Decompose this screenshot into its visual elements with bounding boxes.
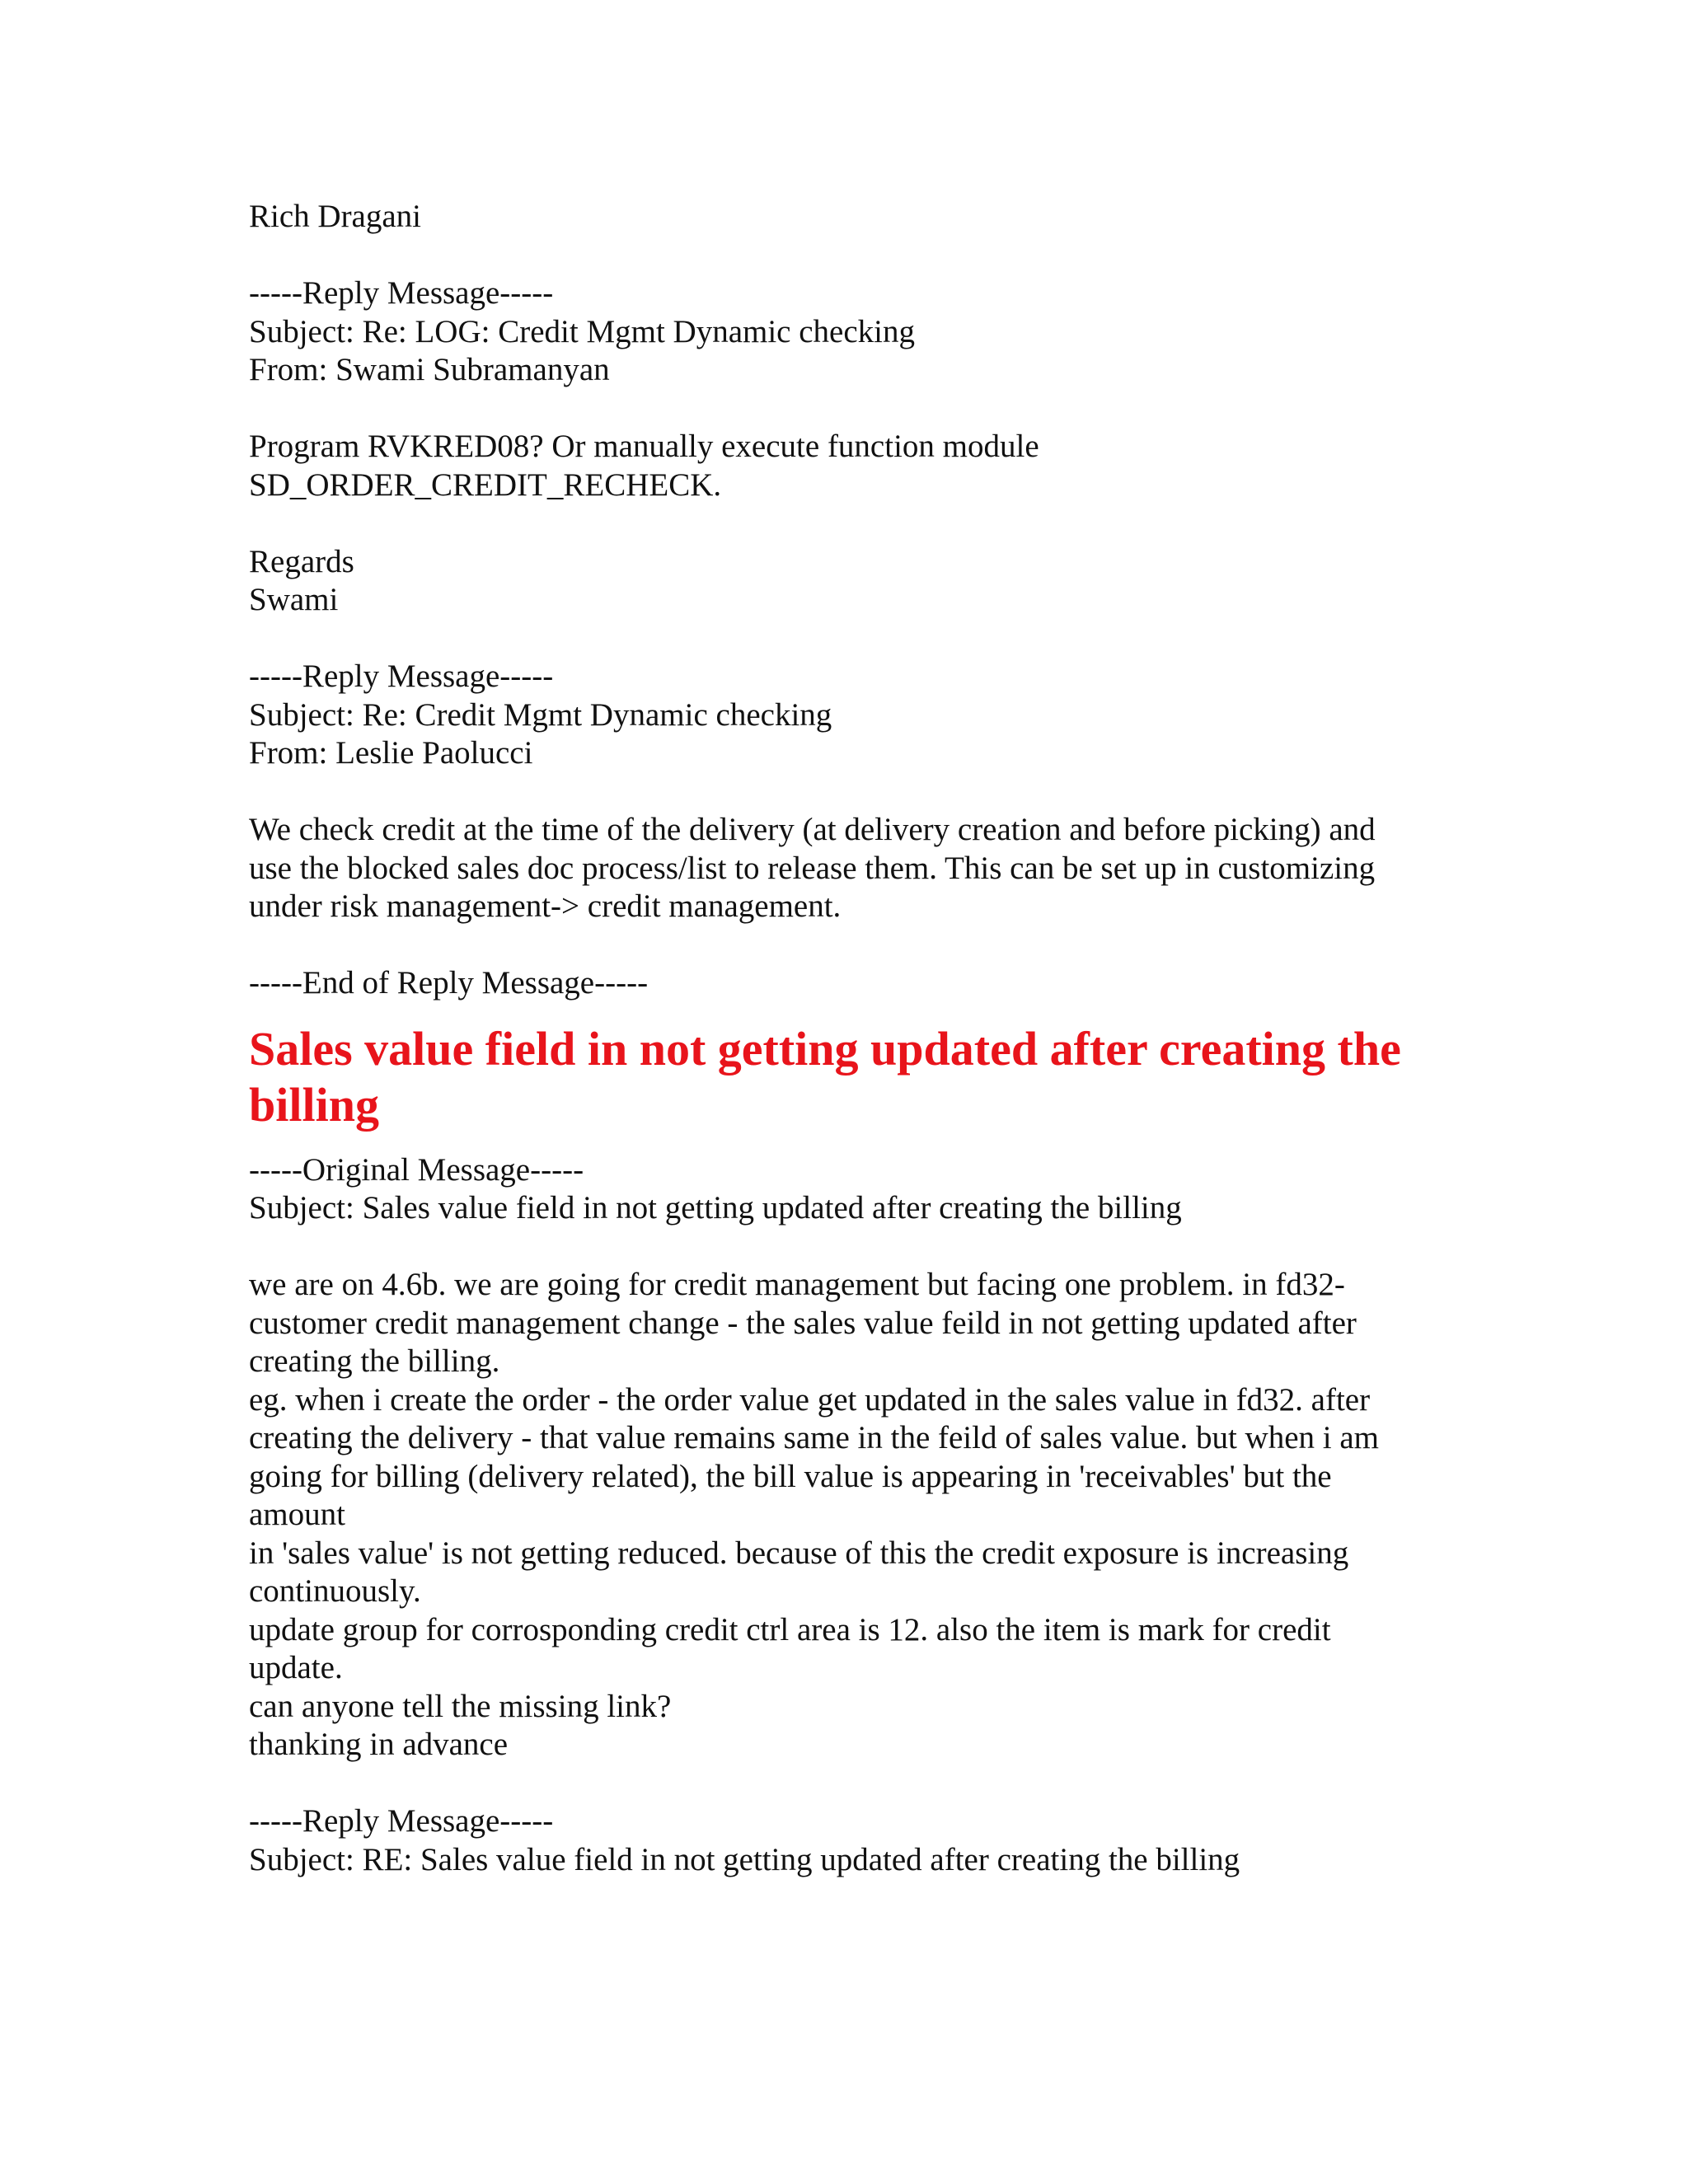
blank-line	[249, 1765, 1452, 1803]
blank-line	[249, 1228, 1452, 1267]
original-body-line: can anyone tell the missing link?	[249, 1688, 672, 1724]
end-of-reply-separator: -----End of Reply Message-----	[249, 965, 649, 1001]
original-separator: -----Original Message-----	[249, 1151, 584, 1188]
original-body-line: creating the delivery - that value remains same in the feild of sales value. but when i am	[249, 1420, 1380, 1455]
reply-body-line: SD_ORDER_CREDIT_RECHECK.	[249, 466, 722, 503]
reply-body-line: We check credit at the time of the delivery (at delivery creation and before picking) and	[249, 812, 1376, 847]
original-body-line: eg. when i create the order - the order value get updated in the sales value in fd32. after	[249, 1381, 1371, 1418]
reply-separator: -----Reply Message-----	[249, 658, 554, 694]
reply-body-line: use the blocked sales doc process/list to release them. This can be set up in customizing	[249, 850, 1376, 886]
original-subject: Subject: Sales value field in not getting updated after creating the billing	[249, 1190, 1182, 1226]
original-body-line: creating the billing.	[249, 1343, 500, 1379]
original-body-line: in 'sales value' is not getting reduced. because of this the credit exposure is increasing	[249, 1535, 1349, 1571]
reply-body-line: under risk management-> credit management.	[249, 888, 842, 924]
reply-body-line: Program RVKRED08? Or manually execute function module	[249, 429, 1039, 464]
original-body-line: going for billing (delivery related), the bill value is appearing in 'receivables' but the	[249, 1458, 1332, 1494]
reply-from: From: Swami Subramanyan	[249, 352, 610, 387]
original-body-line: update group for corrosponding credit ctrl area is 12. also the item is mark for credit	[249, 1611, 1331, 1647]
blank-line	[249, 773, 1452, 812]
signature-name: Rich Dragani	[249, 199, 422, 234]
topic-heading: Sales value field in not getting updated after creating the billing	[249, 1021, 1401, 1132]
original-body-line: continuously.	[249, 1573, 421, 1609]
document-page	[249, 198, 1452, 1879]
original-body-line: customer credit management change - the sales value feild in not getting updated after	[249, 1305, 1357, 1341]
reply-separator: -----Reply Message-----	[249, 1803, 554, 1839]
reply-subject: Subject: Re: LOG: Credit Mgmt Dynamic checking	[249, 313, 916, 349]
reply-subject: Subject: RE: Sales value field in not getting updated after creating the billing	[249, 1841, 1240, 1877]
original-body-line: we are on 4.6b. we are going for credit management but facing one problem. in fd32-	[249, 1267, 1345, 1302]
blank-line	[249, 504, 1452, 543]
reply-from: From: Leslie Paolucci	[249, 735, 533, 771]
blank-line	[249, 390, 1452, 429]
reply-closing: Regards	[249, 543, 354, 579]
original-body-line: thanking in advance	[249, 1727, 509, 1762]
blank-line	[249, 620, 1452, 658]
blank-line	[249, 926, 1452, 965]
reply-subject: Subject: Re: Credit Mgmt Dynamic checking	[249, 696, 832, 733]
reply-separator: -----Reply Message-----	[249, 275, 554, 311]
blank-line	[249, 237, 1452, 275]
original-body-line: update.	[249, 1650, 343, 1685]
reply-closing: Swami	[249, 582, 339, 617]
original-body-line: amount	[249, 1497, 345, 1532]
